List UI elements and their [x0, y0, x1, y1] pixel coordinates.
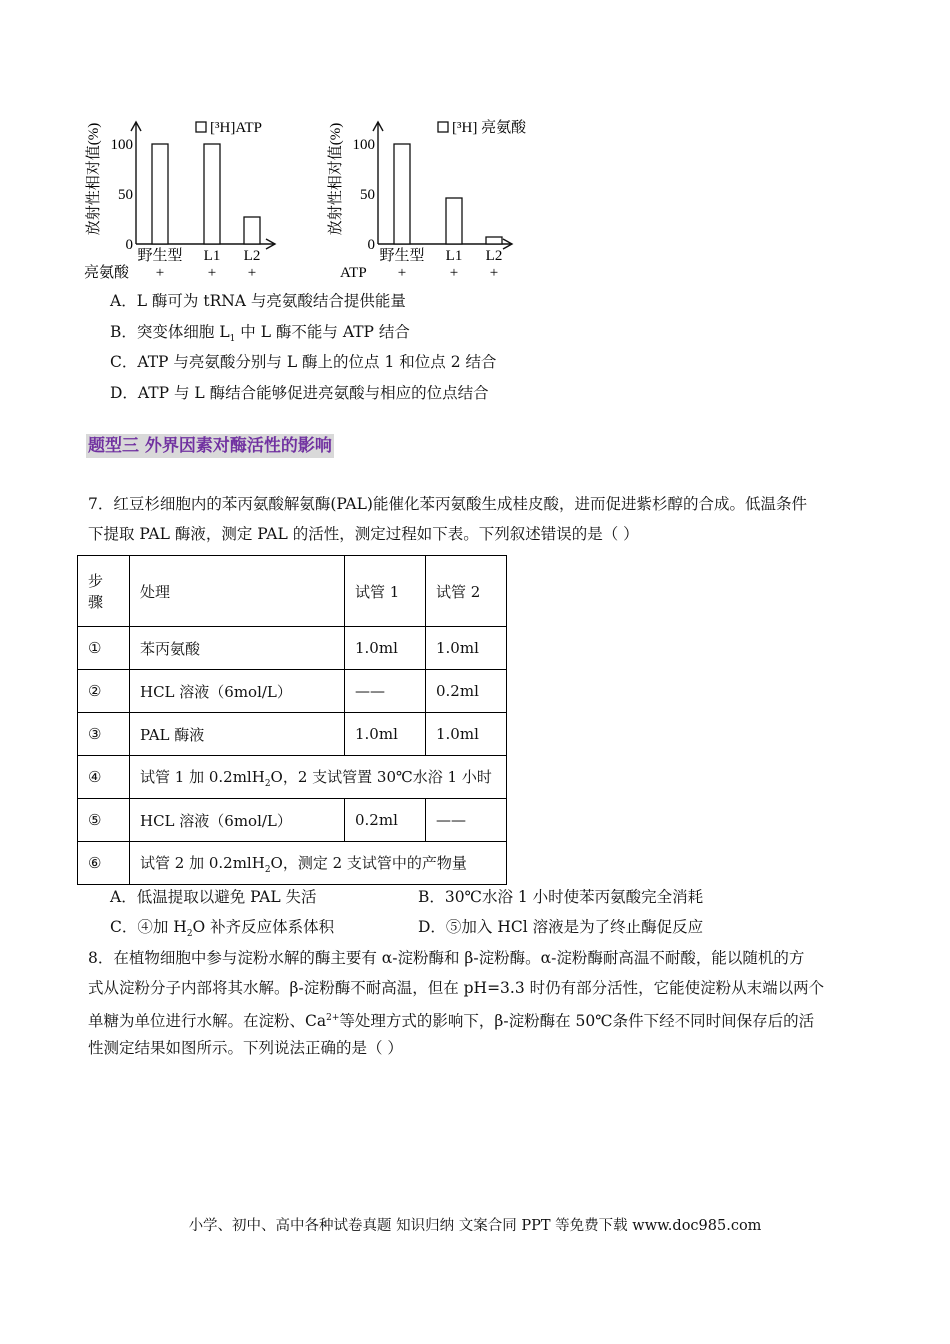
procedure-table [77, 555, 507, 885]
process-cell: HCL 溶液（6mol/L） [130, 799, 345, 842]
process-cell: 苯丙氨酸 [130, 627, 345, 670]
y-tick-label: 0 [125, 237, 133, 253]
step-cell: ⑤ [78, 799, 130, 842]
x-tick-label: L1 [445, 248, 463, 264]
bar [446, 198, 462, 244]
x-tick-label: L1 [203, 248, 221, 264]
y-tick-label: 50 [118, 187, 133, 203]
legend-swatch [196, 122, 206, 132]
x-tick-label: L2 [485, 248, 503, 264]
q7-option-d: D．⑤加入 HCl 溶液是为了终止酶促反应 [418, 918, 704, 936]
plus-sign: + [489, 265, 499, 281]
tube2-cell: 1.0ml [426, 713, 507, 756]
plus-sign: + [449, 265, 459, 281]
process-cell: 试管 1 加 0.2mlH$_2$O，2 支试管置 30℃水浴 1 小时 [130, 756, 507, 799]
x-tick-label: 野生型 [379, 248, 425, 264]
table-row [78, 799, 507, 842]
q7-option-a: A．低温提取以避免 PAL 失活 [110, 888, 317, 906]
tube1-cell: —— [345, 670, 426, 713]
tube1-cell: 0.2ml [345, 799, 426, 842]
bar [204, 144, 220, 244]
y-tick-label: 50 [360, 187, 375, 203]
q8-stem-line4: 性测定结果如图所示。下列说法正确的是（ ） [88, 1039, 403, 1057]
q6-option-c: C．ATP 与亮氨酸分别与 L 酶上的位点 1 和位点 2 结合 [110, 353, 497, 371]
q8-stem-line1: 8．在植物细胞中参与淀粉水解的酶主要有 α-淀粉酶和 β-淀粉酶。α-淀粉酶耐高温不耐酸，能以随机的方 [88, 949, 805, 967]
y-tick-label: 0 [367, 237, 375, 253]
x-tick-label: L2 [243, 248, 261, 264]
row-label: 亮氨酸 [84, 265, 130, 281]
step-cell: ① [78, 627, 130, 670]
table-header-row [78, 556, 507, 627]
header-tube2: 试管 2 [426, 556, 507, 627]
tube2-cell: —— [426, 799, 507, 842]
table-row [78, 713, 507, 756]
tube2-cell: 0.2ml [426, 670, 507, 713]
y-tick-label: 100 [352, 137, 375, 153]
legend-label: [³H] 亮氨酸 [452, 120, 527, 136]
legend-label: [³H]ATP [210, 120, 262, 136]
footer-text: 小学、初中、高中各种试卷真题 知识归纳 文案合同 PPT 等免费下载 www.doc985.com [188, 1218, 762, 1234]
y-axis-label: 放射性相对值(%) [86, 122, 102, 236]
header-step: 步 骤 [78, 556, 130, 627]
step-cell: ④ [78, 756, 130, 799]
q8-stem-line2: 式从淀粉分子内部将其水解。β-淀粉酶不耐高温，但在 pH=3.3 时仍有部分活性，它能使淀粉从末端以两个 [88, 979, 825, 997]
table-row [78, 670, 507, 713]
step-cell: ② [78, 670, 130, 713]
bar [394, 144, 410, 244]
process-cell: 试管 2 加 0.2mlH$_2$O，测定 2 支试管中的产物量 [130, 842, 507, 885]
header-tube1: 试管 1 [345, 556, 426, 627]
plus-sign: + [207, 265, 217, 281]
plus-sign: + [247, 265, 257, 281]
table-row [78, 842, 507, 885]
row-label: ATP [340, 265, 367, 281]
y-axis-label: 放射性相对值(%) [328, 122, 344, 236]
bar [152, 144, 168, 244]
q8-stem-line3: 单糖为单位进行水解。在淀粉、$Ca^{2+}$等处理方式的影响下，β-淀粉酶在 50℃条件下经不同时间保存后的活 [88, 1012, 815, 1031]
q6-option-d: D．ATP 与 L 酶结合能够促进亮氨酸与相应的位点结合 [110, 384, 489, 402]
plus-sign: + [155, 265, 165, 281]
tube2-cell: 1.0ml [426, 627, 507, 670]
q6-option-b: B．突变体细胞 $L_1$ 中 L 酶不能与 ATP 结合 [110, 323, 410, 345]
tube1-cell: 1.0ml [345, 713, 426, 756]
q7-stem-line2: 下提取 PAL 酶液，测定 PAL 的活性，测定过程如下表。下列叙述错误的是（ ） [88, 525, 639, 543]
process-cell: HCL 溶液（6mol/L） [130, 670, 345, 713]
table-row [78, 756, 507, 799]
chart-atp [80, 112, 290, 282]
chart-leucine [322, 112, 542, 282]
q7-option-c: C．④加 $H_2O$ 补齐反应体系体积 [110, 918, 335, 940]
step-cell: ⑥ [78, 842, 130, 885]
q7-option-b: B．30℃水浴 1 小时使苯丙氨酸完全消耗 [418, 888, 704, 906]
legend-swatch [438, 122, 448, 132]
bar [244, 217, 260, 244]
tube1-cell: 1.0ml [345, 627, 426, 670]
process-cell: PAL 酶液 [130, 713, 345, 756]
table-row [78, 627, 507, 670]
y-tick-label: 100 [110, 137, 133, 153]
q7-stem-line1: 7．红豆杉细胞内的苯丙氨酸解氨酶(PAL)能催化苯丙氨酸生成桂皮酸，进而促进紫杉醇的合成。低温条件 [88, 495, 807, 513]
q6-option-a: A．L 酶可为 tRNA 与亮氨酸结合提供能量 [110, 292, 406, 310]
step-cell: ③ [78, 713, 130, 756]
section-title: 题型三 外界因素对酶活性的影响 [88, 436, 332, 456]
plus-sign: + [397, 265, 407, 281]
bar [486, 237, 502, 244]
header-process: 处理 [130, 556, 345, 627]
x-tick-label: 野生型 [137, 248, 183, 264]
